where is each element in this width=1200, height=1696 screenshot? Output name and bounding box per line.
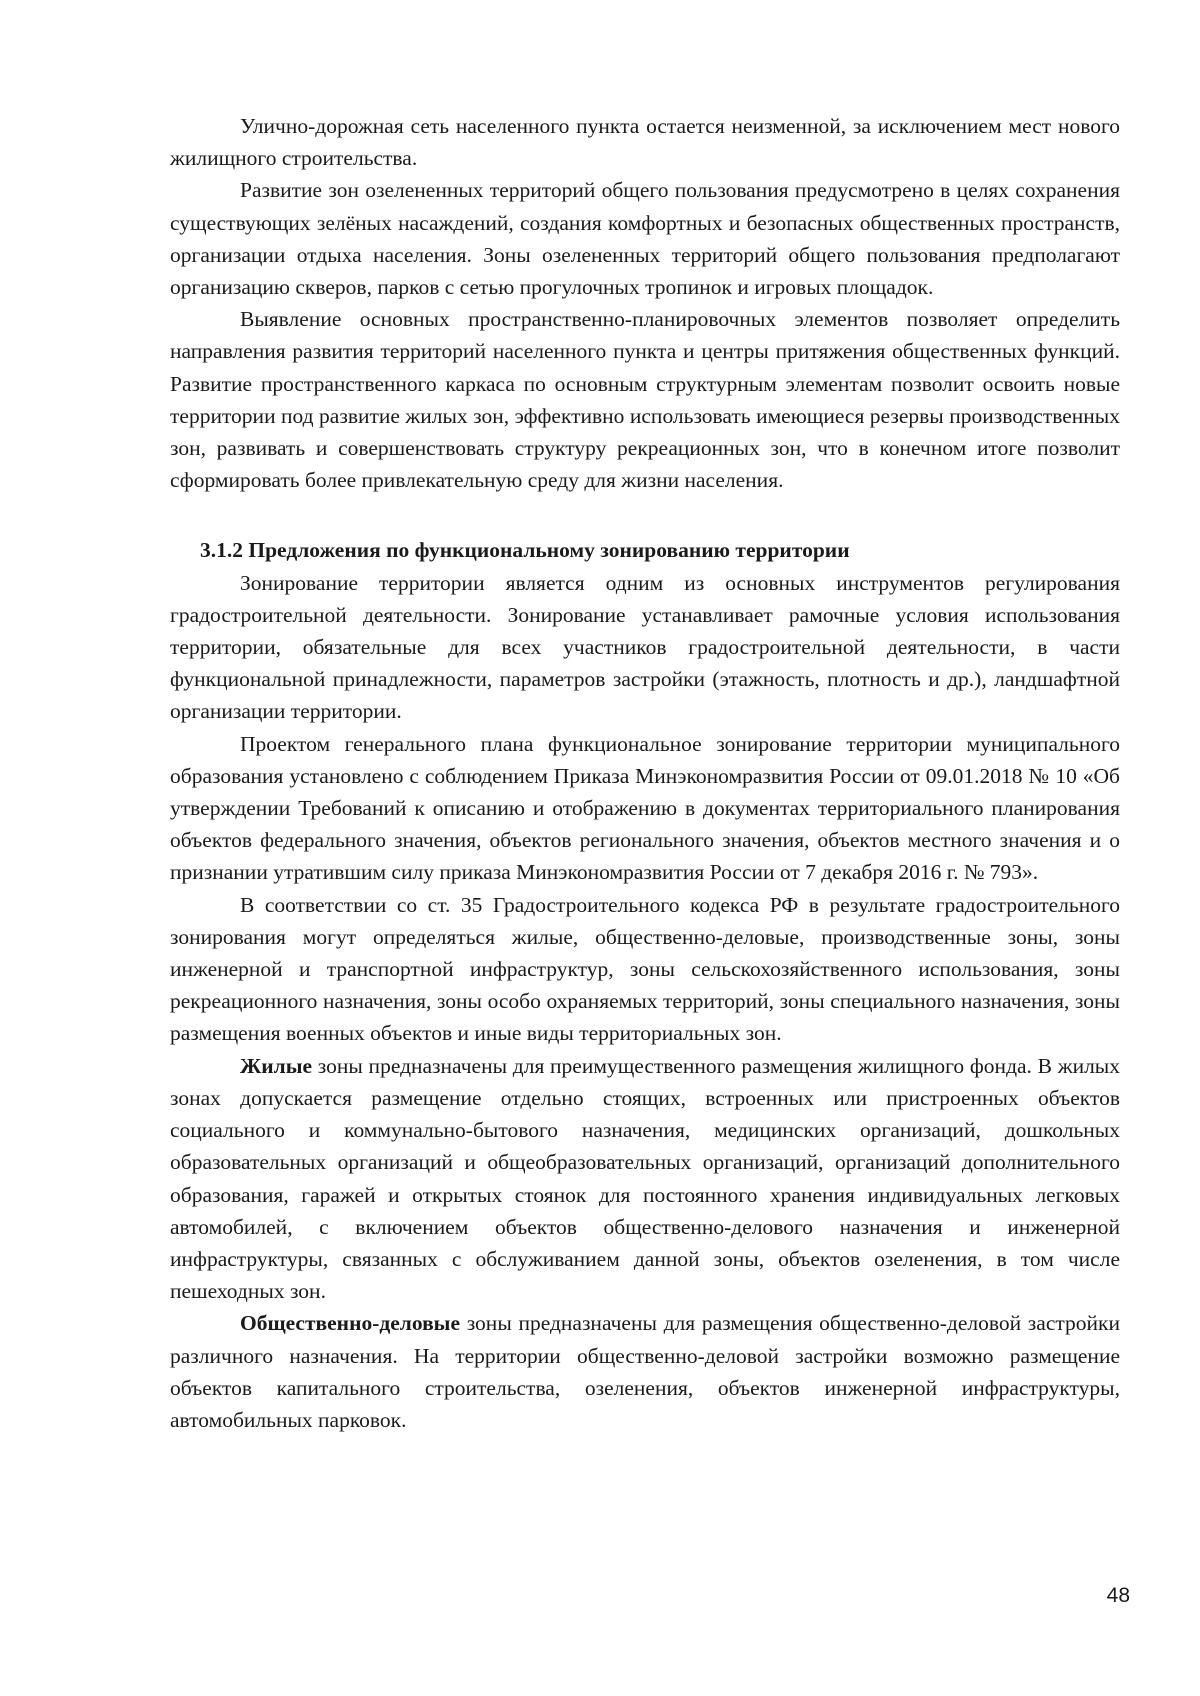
paragraph-zoning-intro: Зонирование территории является одним из основных инструментов регулирования градостроительной деятельности. Зонирование устанавливает рамочные условия использования территории, обязательные для всех участников градостроительной деятельности, в части функциональной принадлежности, параметров застройки (этажность, плотность и др.), ландшафтной организации территории. [170,570,1120,724]
paragraph-business-zones [170,1307,1120,1436]
term-residential: Жилые [240,1053,313,1078]
text-business: зоны предназначены для размещения общественно-деловой застройки различного назначения. На территории общественно-деловой застройки возможно размещение объектов капитального строительства, озеленения, объектов инженерной инфраструктуры, автомобильных парковок. [170,1311,1120,1432]
paragraph-residential-zones [170,1050,1120,1308]
text-residential: зоны предназначены для преимущественного размещения жилищного фонда. В жилых зонах допускается размещение отдельно стоящих, встроенных или пристроенных объектов социального и коммунально-бытового назначения, медицинских организаций, дошкольных образовательных организаций и общеобразовательных организаций, организаций дополнительного образования, гаражей и открытых стоянок для постоянного хранения индивидуальных легковых автомобилей, с включением объектов общественно-делового назначения и инженерной инфраструктуры, связанных с обслуживанием данной зоны, объектов озеленения, в том числе пешеходных зон. [170,1053,1120,1304]
paragraph-green-zones: Развитие зон озелененных территорий общего пользования предусмотрено в целях сохранения существующих зелёных насаждений, создания комфортных и безопасных общественных пространств, организации отдыха населения. Зоны озелененных территорий общего пользования предполагают организацию скверов, парков с сетью прогулочных тропинок и игровых площадок. [170,178,1120,300]
paragraph-urban-code: В соответствии со ст. 35 Градостроительного кодекса РФ в результате градостроительного зонирования могут определяться жилые, общественно-деловые, производственные зоны, зоны инженерной и транспортной инфраструктур, зоны сельскохозяйственного использования, зоны рекреационного назначения, зоны особо охраняемых территорий, зоны специального назначения, зоны размещения военных объектов и иные виды территориальных зон. [170,892,1120,1046]
section-heading: 3.1.2 Предложения по функциональному зонированию территории [200,538,850,563]
page-number: 48 [1106,1584,1130,1607]
paragraph-planning-elements: Выявление основных пространственно-планировочных элементов позволяет определить направления развития территорий населенного пункта и центры притяжения общественных функций. Развитие пространственного каркаса по основным структурным элементам позволит освоить новые территории под развитие жилых зон, эффективно использовать имеющиеся резервы производственных зон, развивать и совершенствовать структуру рекреационных зон, что в конечном итоге позволит сформировать более привлекательную среду для жизни населения. [170,307,1120,493]
paragraph-general-plan: Проектом генерального плана функциональное зонирование территории муниципального образования установлено с соблюдением Приказа Минэкономразвития России от 09.01.2018 № 10 «Об утверждении Требований к описанию и отображению в документах территориального планирования объектов федерального значения, объектов регионального значения, объектов местного значения и о признании утратившим силу приказа Минэкономразвития России от 7 декабря 2016 г. № 793». [170,731,1120,885]
paragraph-street-network: Улично-дорожная сеть населенного пункта остается неизменной, за исключением мест нового жилищного строительства. [170,114,1120,171]
document-page [170,110,1120,1436]
term-business: Общественно-деловые [240,1311,461,1336]
